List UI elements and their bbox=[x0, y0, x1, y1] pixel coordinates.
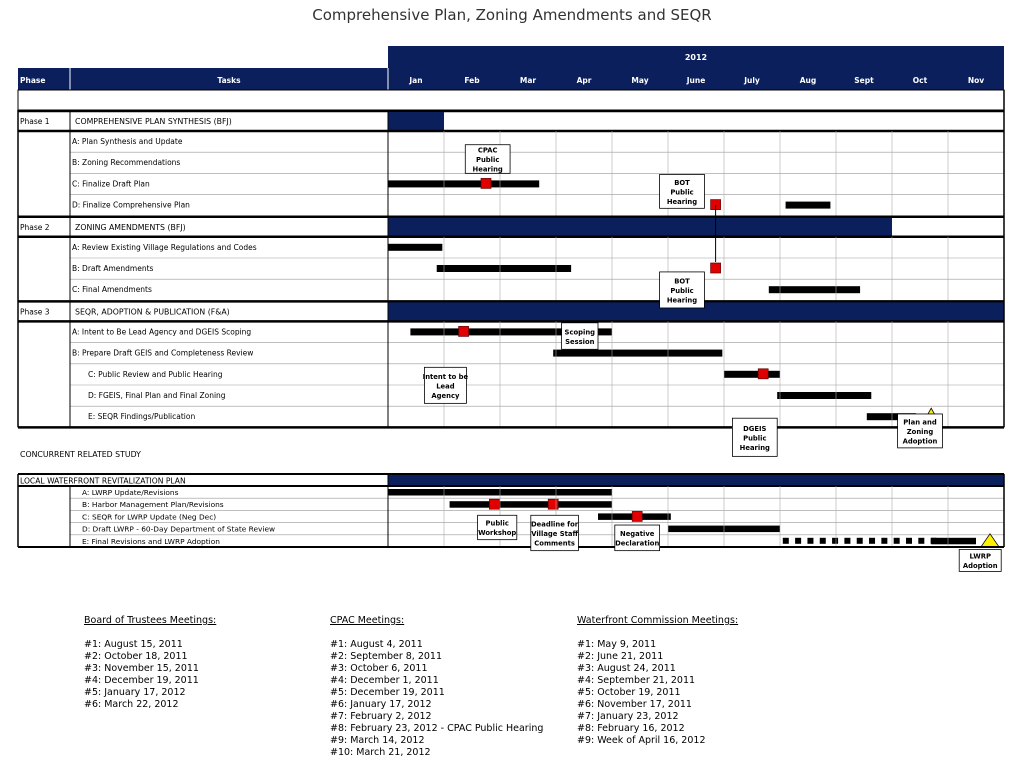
task-label: D: Finalize Comprehensive Plan bbox=[72, 200, 190, 210]
chart-title: Comprehensive Plan, Zoning Amendments and SEQR bbox=[312, 6, 712, 24]
month-label: Feb bbox=[464, 76, 480, 85]
callout-text: Hearing bbox=[666, 296, 698, 305]
concurrent-heading: CONCURRENT RELATED STUDY bbox=[20, 450, 141, 459]
milestone-marker bbox=[481, 178, 491, 188]
callout-text: Village Staff bbox=[531, 529, 578, 538]
task-label: A: Plan Synthesis and Update bbox=[72, 137, 183, 146]
month-label: Apr bbox=[576, 76, 592, 85]
meeting-item: #1: August 15, 2011 bbox=[84, 639, 183, 650]
callout-text: Intent to be bbox=[422, 372, 469, 381]
callout-text: Public bbox=[485, 519, 509, 528]
cpac-meetings bbox=[330, 615, 543, 759]
task-bar bbox=[388, 244, 442, 251]
dashed-bar-segment bbox=[931, 538, 937, 544]
meeting-item: #7: February 2, 2012 bbox=[330, 711, 432, 722]
meeting-item: #2: June 21, 2011 bbox=[577, 651, 664, 662]
callout-text: Hearing bbox=[739, 443, 770, 452]
dashed-bar-segment bbox=[844, 538, 850, 544]
callout-text: Negative bbox=[620, 530, 655, 539]
task-bar bbox=[931, 538, 976, 545]
meeting-item: #3: November 15, 2011 bbox=[84, 663, 199, 674]
month-label: Mar bbox=[519, 76, 537, 85]
task-label: E: Final Revisions and LWRP Adoption bbox=[82, 536, 220, 546]
task-label: C: Public Review and Public Hearing bbox=[88, 369, 223, 379]
task-label: E: SEQR Findings/Publication bbox=[88, 412, 196, 422]
callout-text: BOT bbox=[674, 178, 690, 187]
meeting-item: #3: August 24, 2011 bbox=[577, 663, 676, 674]
tasks-column-header: Tasks bbox=[217, 76, 241, 85]
cpac-meetings-list bbox=[330, 639, 543, 759]
bot-meetings bbox=[84, 615, 216, 711]
task-label: B: Zoning Recommendations bbox=[72, 158, 181, 168]
callout-text: Deadline for bbox=[531, 520, 579, 529]
callout-text: Agency bbox=[431, 391, 460, 400]
task-label: C: Final Amendments bbox=[72, 285, 152, 295]
month-label: Aug bbox=[799, 76, 817, 85]
dashed-bar-segment bbox=[820, 538, 826, 544]
milestone-marker bbox=[758, 369, 768, 379]
concurrent-title: LOCAL WATERFRONT REVITALIZATION PLAN bbox=[20, 476, 186, 486]
task-label: A: Review Existing Village Regulations and Codes bbox=[72, 242, 257, 252]
waterfront-meetings-list bbox=[577, 639, 738, 747]
task-bar bbox=[553, 350, 722, 357]
callout-text: Lead bbox=[436, 382, 455, 391]
meeting-item: #4: September 21, 2011 bbox=[577, 675, 696, 686]
phase-title: COMPREHENSIVE PLAN SYNTHESIS (BFJ) bbox=[75, 117, 232, 126]
task-label: D: FGEIS, Final Plan and Final Zoning bbox=[88, 391, 226, 400]
phase-summary-bar bbox=[388, 218, 892, 236]
dashed-bar-segment bbox=[832, 538, 838, 544]
callout-text: Comments bbox=[534, 539, 575, 548]
milestone-marker bbox=[459, 326, 469, 336]
meeting-item: #1: August 4, 2011 bbox=[330, 639, 423, 650]
dashed-bar-segment bbox=[894, 538, 900, 544]
meeting-item: #8: February 16, 2012 bbox=[577, 723, 685, 734]
meeting-item: #7: January 23, 2012 bbox=[577, 711, 679, 722]
callout-text: Public bbox=[475, 156, 500, 165]
callout-text: Hearing bbox=[472, 165, 503, 174]
task-label: B: Prepare Draft GEIS and Completeness Review bbox=[72, 348, 254, 358]
meeting-item: #9: Week of April 16, 2012 bbox=[577, 735, 706, 746]
concurrent-summary-bar bbox=[388, 475, 1004, 486]
callout-text: Public bbox=[670, 286, 694, 295]
meeting-item: #4: December 19, 2011 bbox=[84, 675, 199, 686]
meeting-item: #9: March 14, 2012 bbox=[330, 735, 425, 746]
task-bar bbox=[777, 392, 871, 399]
waterfront-meetings bbox=[577, 615, 738, 747]
phase-title: ZONING AMENDMENTS (BFJ) bbox=[75, 222, 186, 232]
phase-label: Phase 1 bbox=[20, 117, 50, 126]
callout-text: Session bbox=[565, 337, 595, 346]
task-bar bbox=[450, 501, 612, 508]
callout-text: Adoption bbox=[962, 562, 998, 571]
callout-text: Public bbox=[670, 188, 694, 197]
meeting-item: #6: January 17, 2012 bbox=[330, 699, 432, 710]
meeting-item: #10: March 21, 2012 bbox=[330, 747, 431, 758]
dashed-bar-segment bbox=[869, 538, 875, 544]
bot-meetings-list bbox=[84, 639, 216, 711]
meeting-item: #6: November 17, 2011 bbox=[577, 699, 692, 710]
meeting-item: #4: December 1, 2011 bbox=[330, 675, 439, 686]
task-bar bbox=[769, 286, 860, 293]
callout-text: LWRP bbox=[969, 552, 991, 561]
dashed-bar-segment bbox=[906, 538, 912, 544]
phase-label: Phase 3 bbox=[20, 307, 50, 317]
spacer-row bbox=[18, 90, 1004, 110]
task-label: C: SEQR for LWRP Update (Neg Dec) bbox=[82, 512, 217, 522]
phase-summary-bar bbox=[388, 112, 444, 130]
dashed-bar-segment bbox=[807, 538, 813, 544]
milestone-marker bbox=[711, 263, 721, 273]
meeting-item: #8: February 23, 2012 - CPAC Public Hearing bbox=[330, 723, 544, 734]
callout-text: Public bbox=[743, 434, 767, 443]
milestone-marker bbox=[632, 511, 642, 521]
task-label: A: LWRP Update/Revisions bbox=[82, 488, 179, 497]
meeting-item: #2: September 8, 2011 bbox=[330, 651, 443, 662]
phase-label: Phase 2 bbox=[20, 222, 50, 232]
task-bar bbox=[724, 371, 780, 378]
month-label: July bbox=[744, 76, 760, 85]
dashed-bar-segment bbox=[857, 538, 863, 544]
task-label: B: Harbor Management Plan/Revisions bbox=[82, 500, 224, 510]
callout-text: Declaration bbox=[615, 539, 660, 548]
callout-text: Plan and bbox=[903, 418, 937, 427]
meeting-item: #5: January 17, 2012 bbox=[84, 687, 186, 698]
bot-meetings-heading: Board of Trustees Meetings: bbox=[84, 615, 217, 626]
dashed-bar-segment bbox=[795, 538, 801, 544]
month-label: June bbox=[686, 76, 706, 85]
task-label: A: Intent to Be Lead Agency and DGEIS Scoping bbox=[72, 327, 252, 337]
callout-text: DGEIS bbox=[743, 424, 767, 433]
callout-text: CPAC bbox=[477, 146, 498, 155]
task-bar bbox=[786, 202, 831, 209]
meeting-item: #2: October 18, 2011 bbox=[84, 651, 188, 662]
callout-text: Zoning bbox=[906, 427, 934, 436]
meeting-item: #5: October 19, 2011 bbox=[577, 687, 681, 698]
month-label: May bbox=[631, 76, 649, 85]
callout-text: BOT bbox=[674, 277, 690, 286]
task-label: C: Finalize Draft Plan bbox=[72, 179, 150, 189]
phase-title: SEQR, ADOPTION & PUBLICATION (F&A) bbox=[75, 307, 230, 317]
month-label: Jan bbox=[409, 76, 423, 85]
cpac-meetings-heading: CPAC Meetings: bbox=[330, 615, 405, 626]
dashed-bar-segment bbox=[918, 538, 924, 544]
dashed-bar-segment bbox=[881, 538, 887, 544]
callout-text: Adoption bbox=[902, 437, 938, 446]
task-bar bbox=[437, 265, 571, 272]
callout-text: Hearing bbox=[666, 197, 698, 206]
waterfront-meetings-heading: Waterfront Commission Meetings: bbox=[577, 615, 739, 626]
task-label: B: Draft Amendments bbox=[72, 264, 154, 273]
milestone-marker bbox=[548, 499, 558, 509]
dashed-bar-segment bbox=[783, 538, 789, 544]
task-bar bbox=[388, 180, 539, 187]
callout-text: Scoping bbox=[564, 328, 596, 337]
month-label: Oct bbox=[912, 76, 928, 85]
meeting-item: #1: May 9, 2011 bbox=[577, 639, 657, 650]
callout-text: Workshop bbox=[478, 529, 517, 538]
month-label: Nov bbox=[967, 76, 985, 85]
meeting-item: #3: October 6, 2011 bbox=[330, 663, 428, 674]
milestone-triangle bbox=[981, 534, 999, 547]
meeting-item: #5: December 19, 2011 bbox=[330, 687, 445, 698]
milestone-marker bbox=[489, 499, 499, 509]
task-label: D: Draft LWRP - 60-Day Department of State Review bbox=[82, 524, 276, 534]
year-label: 2012 bbox=[684, 53, 708, 62]
month-label: Sept bbox=[854, 76, 874, 85]
meeting-item: #6: March 22, 2012 bbox=[84, 699, 179, 710]
phase-column-header: Phase bbox=[20, 76, 46, 85]
